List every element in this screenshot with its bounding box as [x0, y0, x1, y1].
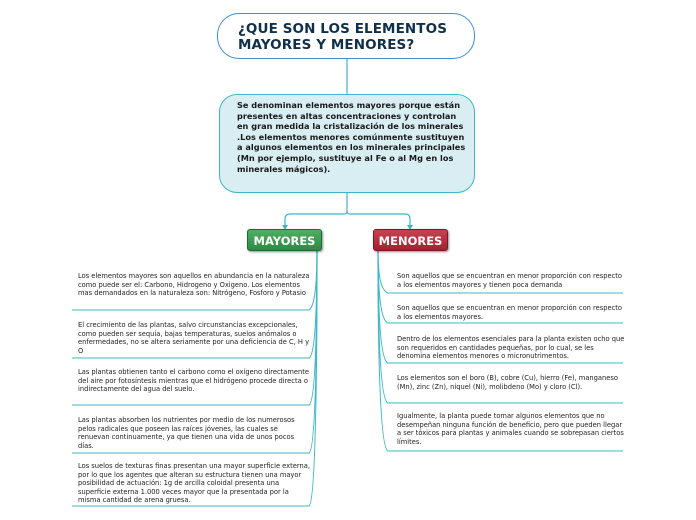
- menores-item-5[interactable]: Igualmente, la planta puede tomar algunos elementos que no desempeñan ninguna función de beneficio, pero que pueden llegar a ser tóxicos para plantas y animales cuando se sobrepasan ciertos límites.: [397, 412, 624, 446]
- menores-item-1[interactable]: Son aquellos que se encuentran en menor proporción con respecto a los elementos mayores y tienen poca demanda: [397, 272, 622, 289]
- menores-item-3[interactable]: Dentro de los elementos esenciales para la planta existen ocho que son requeridos en cantidades pequeñas, por lo cual, se les denomina elementos menores o micronutrimentos.: [397, 335, 625, 361]
- central-topic-title: ¿QUE SON LOS ELEMENTOS MAYORES Y MENORES?: [238, 21, 448, 53]
- mayores-item-5[interactable]: Los suelos de texturas finas presentan una mayor superficie externa, por lo que los agentes que alteran su estructura tienen una mayor posibilidad de actuación: 1g de arcilla coloidal presenta una superficie externa 1.000 veces mayor que la presentada por la misma cantidad de arena gruesa.: [78, 462, 310, 505]
- mayores-item-4[interactable]: Las plantas absorben los nutrientes por medio de los numerosos pelos radicales que poseen las raíces jóvenes, las cuales se renuevan continuamente, ya que tienen una vida de unos pocos días.: [78, 416, 295, 450]
- central-topic[interactable]: [217, 13, 475, 59]
- menores-item-2[interactable]: Son aquellos que se encuentran en menor proporción con respecto a los elementos mayores.: [397, 304, 622, 321]
- definition-text: Se denominan elementos mayores porque están presentes en altas concentraciones y controlan en gran medida la cristalización de los minerales .Los elementos menores comúnmente sustituyen a algunos elementos en los minerales principales (Mn por ejemplo, sustituye al Fe o al Mg en los minerales mágicos).: [237, 100, 466, 174]
- connector-definition-branches: [285, 193, 410, 228]
- definition-node[interactable]: [219, 94, 475, 193]
- mayores-item-2[interactable]: El crecimiento de las plantas, salvo circunstancias excepcionales, como pueden ser sequía, bajas temperaturas, suelos anómalos o enfermedades, no se altera seriamente por una deficiencia de C, H y O: [78, 321, 310, 355]
- branch-menores[interactable]: MENORES: [373, 229, 448, 251]
- mayores-item-1[interactable]: Los elementos mayores son aquellos en abundancia en la naturaleza como puede ser el: Carbono, Hidrogeno y Oxigeno. Los elementos mas demandados en la naturaleza son: Nitrógeno, Fosforo y Potasio: [78, 272, 310, 298]
- branch-mayores[interactable]: MAYORES: [247, 229, 322, 251]
- menores-item-4[interactable]: Los elementos son el boro (B), cobre (Cu), hierro (Fe), manganeso (Mn), zinc (Zn), niquel (Ni), molibdeno (Mo) y cloro (Cl).: [397, 374, 618, 391]
- mayores-item-3[interactable]: Las plantas obtienen tanto el carbono como el oxígeno directamente del aire por fotosíntesis mientras que el hidrógeno procede directa o indirectamente del agua del suelo.: [78, 368, 309, 394]
